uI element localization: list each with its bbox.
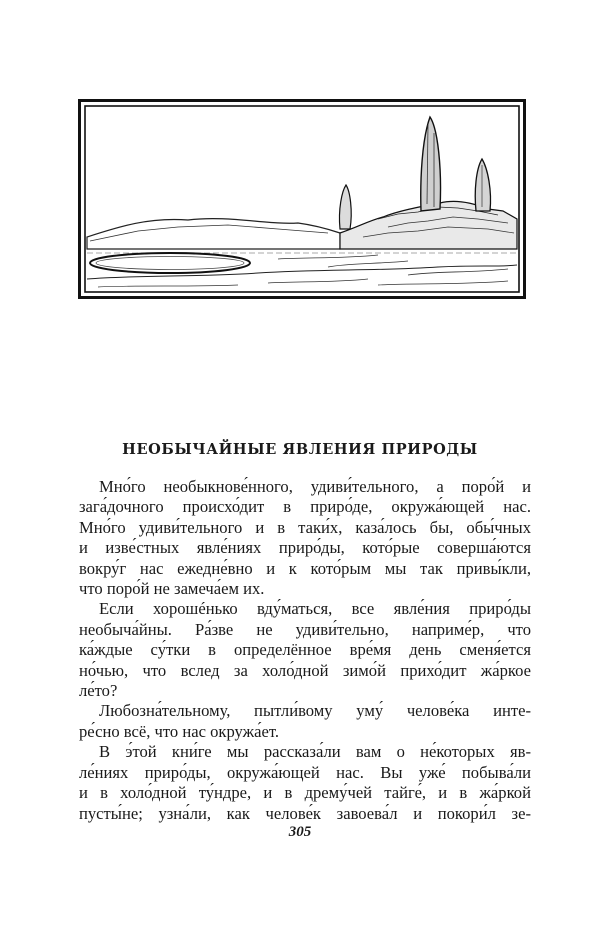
text-line: ка́ждые су́тки в определённое вре́мя день сменя́ется [79,640,531,660]
text-line: зага́дочного происхо́дит в приро́де, окружа́ющей нас. [79,497,531,517]
text-line: Мно́го необыкнове́нного, удиви́тельного, а поро́й и [99,477,531,496]
chapter-heading: НЕОБЫЧАЙНЫЕ ЯВЛЕНИЯ ПРИРОДЫ [122,441,478,458]
text-line: и в холо́дной ту́ндре, и в дрему́чей тайге́, и в жа́ркой [79,783,531,803]
body-text [79,477,531,824]
text-line: Любозна́тельному, пытли́вому уму́ челове́ка инте- [99,701,531,721]
landscape-illustration [78,99,526,299]
paragraph-3 [79,701,531,742]
text-line: что поро́й не замеча́ем их. [79,579,265,599]
text-line: вокру́г нас ежедне́вно и к кото́рым мы так привы́кли, [79,558,531,578]
text-line: ле́то? [79,681,118,701]
text-line: и изве́стных явле́ниях приро́ды, кото́рые соверша́ются [79,538,531,558]
text-line: ле́ниях приро́ды, окружа́ющей нас. Вы уже́ побыва́ли [79,762,531,782]
paragraph-1 [79,477,531,599]
page-number: 305 [288,824,312,840]
paragraph-4 [79,742,531,824]
text-line: ре́сно всё, что нас окружа́ет. [79,721,279,741]
text-line: Мно́го удиви́тельного и в таки́х, каза́лось бы, обы́чных [79,517,531,537]
text-line: В э́той кни́ге мы рассказа́ли вам о не́которых яв- [99,742,531,762]
text-line: Если хорошéнько вду́маться, все явле́ния приро́ды [99,599,531,619]
text-line: пусты́не; узна́ли, как челове́к завоева́л и покори́л зе- [79,803,531,823]
text-line: но́чью, что вслед за холо́дной зимо́й прихо́дит жа́ркое [79,660,531,680]
text-line: необыча́йны. Ра́зве не удиви́тельно, наприме́р, что [79,619,531,639]
paragraph-2 [79,599,531,701]
